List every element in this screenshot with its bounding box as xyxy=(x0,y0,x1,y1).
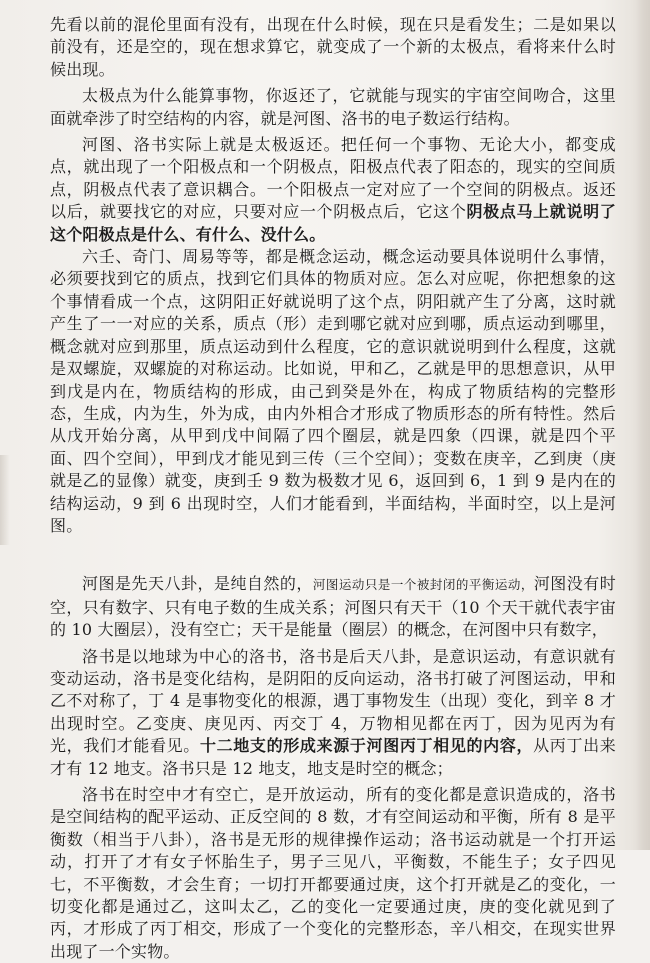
paragraph-2 xyxy=(50,85,616,130)
scan-shadow-left xyxy=(0,455,10,545)
paragraph-6-text-b: 从丙丁出来才有 12 地支。洛书只是 12 地支，地支是时空的概念； xyxy=(50,736,616,778)
paragraph-4-text: 六壬、奇门、周易等等，都是概念运动，概念运动要具体说明什么事情，必须要找到它的质点，找到它们具体的物质对应。怎么对应呢，你把想象的这个事情看成一个点，这阴阳正好就说明了这个点，阴阳就产生了分离，这时就产生了一一对应的关系，质点（形）走到哪它就对应到哪，质点运动到哪里，概念就对应到那里，质点运动到什么程度，它的意识就说明到什么程度，这就是双螺旋，双螺旋的对称运动。比如说，甲和乙，乙就是甲的思想意识，从甲到戊是内在，物质结构的形成，由己到癸是外在，构成了物质结构的完整形态，生成，内为生，外为成，由内外相合才形成了物质形态的所有特性。然后从戊开始分离，从甲到戊中间隔了四个圈层，就是四象（四课，就是四个平面、四个空间），甲到戊才能见到三传（三个空间）；变数在庚辛，乙到庚（庚就是乙的显像）就变，庚到壬 9 数为极数才见 6，返回到 6，1 到 9 是内在的结构运动，9 到 6 出现时空，人们才能看到，半面结构，半面时空，以上是河图。 xyxy=(50,247,616,535)
paragraph-2-text: 太极点为什么能算事物，你返还了，它就能与现实的宇宙空间吻合，这里面就牵涉了时空结构的内容，就是河图、洛书的电子数运行结构。 xyxy=(50,86,616,128)
paragraph-6 xyxy=(50,646,616,780)
body-text xyxy=(50,14,616,963)
paragraph-3-text: 河图、洛书实际上就是太极返还。把任何一个事物、无论大小，都变成点，就出现了一个阳极点和一个阴极点，阳极点代表了阳态的，现实的空间质点，阴极点代表了意识耦合。一个阳极点一定对应了一个空间的阴极点。返还以后，就要找它的对应，只要对应一个阴极点后，它这个 xyxy=(50,135,616,222)
paragraph-3 xyxy=(50,134,616,246)
paragraph-4 xyxy=(50,246,616,537)
paragraph-5-text-a: 河图是先天八卦，是纯自然的， xyxy=(82,574,313,594)
paragraph-5-text-b: 河图没有时空，只有数字、只有电子数的生成关系；河图只有天干（10 个天干就代表宇宙的 10 大圈层），没有空亡；天干是能量（圈层）的概念，在河图中只有数字， xyxy=(50,574,616,640)
paragraph-5-small-note: 河图运动只是一个被封闭的平衡运动， xyxy=(312,577,534,593)
paragraph-1 xyxy=(50,14,616,81)
paragraph-6-text-a: 洛书是以地球为中心的洛书，洛书是后天八卦，是意识运动，有意识就有变动运动，洛书是变化结构，是阴阳的反向运动，洛书打破了河图运动，甲和乙不对称了，丁 4 是事物变化的根源，遇丁事物发生（出现）变化，到辛 8 才出现时空。乙变庚、庚见丙、丙交丁 4，万物相见都在丙丁，因为见丙为有光，我们才能看见。 xyxy=(50,646,616,756)
paragraph-6-emphasis: 十二地支的形成来源于河图丙丁相见的内容， xyxy=(199,736,534,756)
page-edge-shadow xyxy=(636,0,650,850)
paragraph-5 xyxy=(50,573,616,641)
paragraph-1-text: 先看以前的混伦里面有没有，出现在什么时候，现在只是看发生；二是如果以前没有，还是空的，现在想求算它，就变成了一个新的太极点，看将来什么时候出现。 xyxy=(50,15,616,79)
paragraph-7-text: 洛书在时空中才有空亡，是开放运动，所有的变化都是意识造成的，洛书是空间结构的配平运动、正反空间的 8 数，才有空间运动和平衡，所有 8 是平衡数（相当于八卦），洛书是无形的规律操作运动；洛书运动就是一个打开运动，打开了才有女子怀胎生子，男子三见八，平衡数，不能生子；女子四见七，不平衡数，才会生育；一切打开都要通过庚，这个打开就是乙的变化，一切变化都是通过乙，这叫太乙，乙的变化一定要通过庚，庚的变化就见到了丙，才形成了丙丁相交，形成了一个变化的完整形态，辛八相交，在现实世界出现了一个实物。 xyxy=(50,785,616,961)
paragraph-7 xyxy=(50,784,616,963)
paragraph-3-emphasis: 阴极点马上就说明了这个阳极点是什么、有什么、没什么。 xyxy=(50,202,616,244)
